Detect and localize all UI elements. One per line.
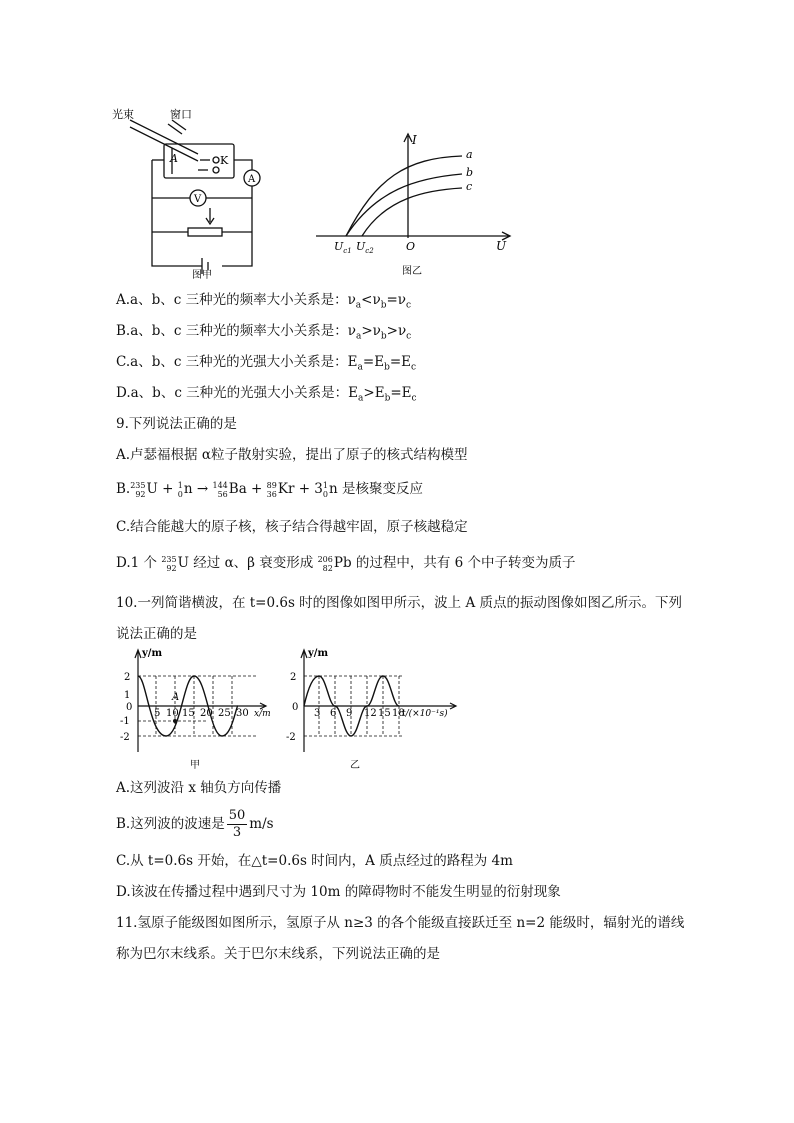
label-anode: A xyxy=(170,152,178,165)
wave2-xlabel: t/(×10⁻¹s) xyxy=(402,709,448,719)
wave1-ytick-2: 2 xyxy=(124,672,131,683)
label-uc1: $U_{c1}$ xyxy=(334,240,352,255)
wave2-xtick-15: 15 xyxy=(378,708,391,719)
wave1-ytick-1: 1 xyxy=(124,690,131,701)
label-window: 窗口 xyxy=(170,108,192,121)
wave1-ylabel: y/m xyxy=(142,648,163,659)
wave2-ylabel: y/m xyxy=(308,648,329,659)
figure-wave-yi xyxy=(284,644,464,774)
q10-stem-line1: 10.一列简谐横波，在 t=0.6s 时的图像如图甲所示，波上 A 质点的振动图像如图乙所示。下列 xyxy=(116,595,683,611)
wave1-xtick-10: 10 xyxy=(166,708,179,719)
wave2-xtick-12: 12 xyxy=(364,708,377,719)
figure-iu-curves xyxy=(316,128,526,278)
ammeter-symbol: A xyxy=(248,174,256,185)
q8-option-c[interactable]: C.a、b、c 三种光的光强大小关系是：$E_a=E_b=E_c$ xyxy=(116,354,417,373)
q11-stem-line1: 11.氢原子能级图如图所示，氢原子从 n≥3 的各个能级直接跃迁至 n=2 能级时，辐射光的谱线 xyxy=(116,915,685,931)
wave1-xtick-20: 20 xyxy=(200,708,213,719)
wave2-ytick-2: 2 xyxy=(290,672,297,683)
wave1-ytick-m1: -1 xyxy=(120,716,130,727)
q10-option-c[interactable]: C.从 t=0.6s 开始，在△t=0.6s 时间内，A 质点经过的路程为 4m xyxy=(116,853,513,869)
label-uc2: $U_{c2}$ xyxy=(356,240,374,255)
q10-option-b[interactable]: B.这列波的波速是 $\frac{50}{3}$ m/s xyxy=(116,808,274,840)
wave1-xtick-15: 15 xyxy=(182,708,195,719)
curve-label-b: b xyxy=(466,166,474,179)
figure-caption-yi: 图乙 xyxy=(402,266,422,277)
q8-option-a[interactable]: A.a、b、c 三种光的频率大小关系是：$\nu_a<\nu_b=\nu_c$ xyxy=(116,292,412,311)
wave2-xtick-3: 3 xyxy=(314,708,321,719)
figure-circuit xyxy=(112,100,272,280)
wave1-xtick-25: 25 xyxy=(218,708,231,719)
q8-option-d[interactable]: D.a、b、c 三种光的光强大小关系是：$E_a>E_b=E_c$ xyxy=(116,385,417,404)
q9-option-b[interactable]: B. 235 92 U + 1 0 n → 144 56 Ba + 89 36 Kr + 3 1 0 n 是核聚变反应 xyxy=(116,480,423,499)
q10-stem-line2: 说法正确的是 xyxy=(116,626,197,642)
q10-option-d[interactable]: D.该波在传播过程中遇到尺寸为 10m 的障碍物时不能发生明显的衍射现象 xyxy=(116,884,561,900)
curve-label-a: a xyxy=(466,148,473,161)
wave2-ytick-m2: -2 xyxy=(286,732,296,743)
figure-wave-jia xyxy=(116,644,276,774)
wave1-xlabel: x/m xyxy=(254,709,271,719)
wave2-ytick-0: 0 xyxy=(292,702,299,713)
q10-option-a[interactable]: A.这列波沿 x 轴负方向传播 xyxy=(116,780,282,796)
wave1-xtick-30: 30 xyxy=(236,708,249,719)
label-cathode: K xyxy=(220,154,229,167)
q9-option-d[interactable]: D.1 个 235 92 U 经过 α、β 衰变形成 206 82 Pb 的过程中，共有 6 个中子转变为质子 xyxy=(116,554,576,573)
q9-stem: 9.下列说法正确的是 xyxy=(116,416,237,432)
wave1-ytick-m2: -2 xyxy=(120,732,130,743)
axis-label-u: U xyxy=(496,239,507,253)
wave2-xtick-9: 9 xyxy=(346,708,353,719)
q11-stem-line2: 称为巴尔末线系。关于巴尔末线系，下列说法正确的是 xyxy=(116,946,440,962)
wave1-caption: 甲 xyxy=(190,760,200,771)
origin-label: O xyxy=(406,240,416,253)
wave1-xtick-5: 5 xyxy=(154,708,161,719)
figure-caption-jia: 图甲 xyxy=(192,270,212,280)
wave1-point-a: A xyxy=(172,692,180,703)
wave2-xtick-18: 18 xyxy=(392,708,405,719)
q9-option-c[interactable]: C.结合能越大的原子核，核子结合得越牢固，原子核越稳定 xyxy=(116,519,468,535)
voltmeter-symbol: V xyxy=(194,194,202,205)
wave1-ytick-0: 0 xyxy=(126,702,133,713)
axis-label-i: I xyxy=(412,133,417,147)
wave2-caption: 乙 xyxy=(350,760,360,771)
label-light-beam: 光束 xyxy=(112,108,134,121)
q9-option-a[interactable]: A.卢瑟福根据 α粒子散射实验，提出了原子的核式结构模型 xyxy=(116,447,468,463)
curve-label-c: c xyxy=(466,180,473,193)
q8-option-b[interactable]: B.a、b、c 三种光的频率大小关系是：$\nu_a>\nu_b>\nu_c$ xyxy=(116,323,412,342)
wave2-xtick-6: 6 xyxy=(330,708,337,719)
